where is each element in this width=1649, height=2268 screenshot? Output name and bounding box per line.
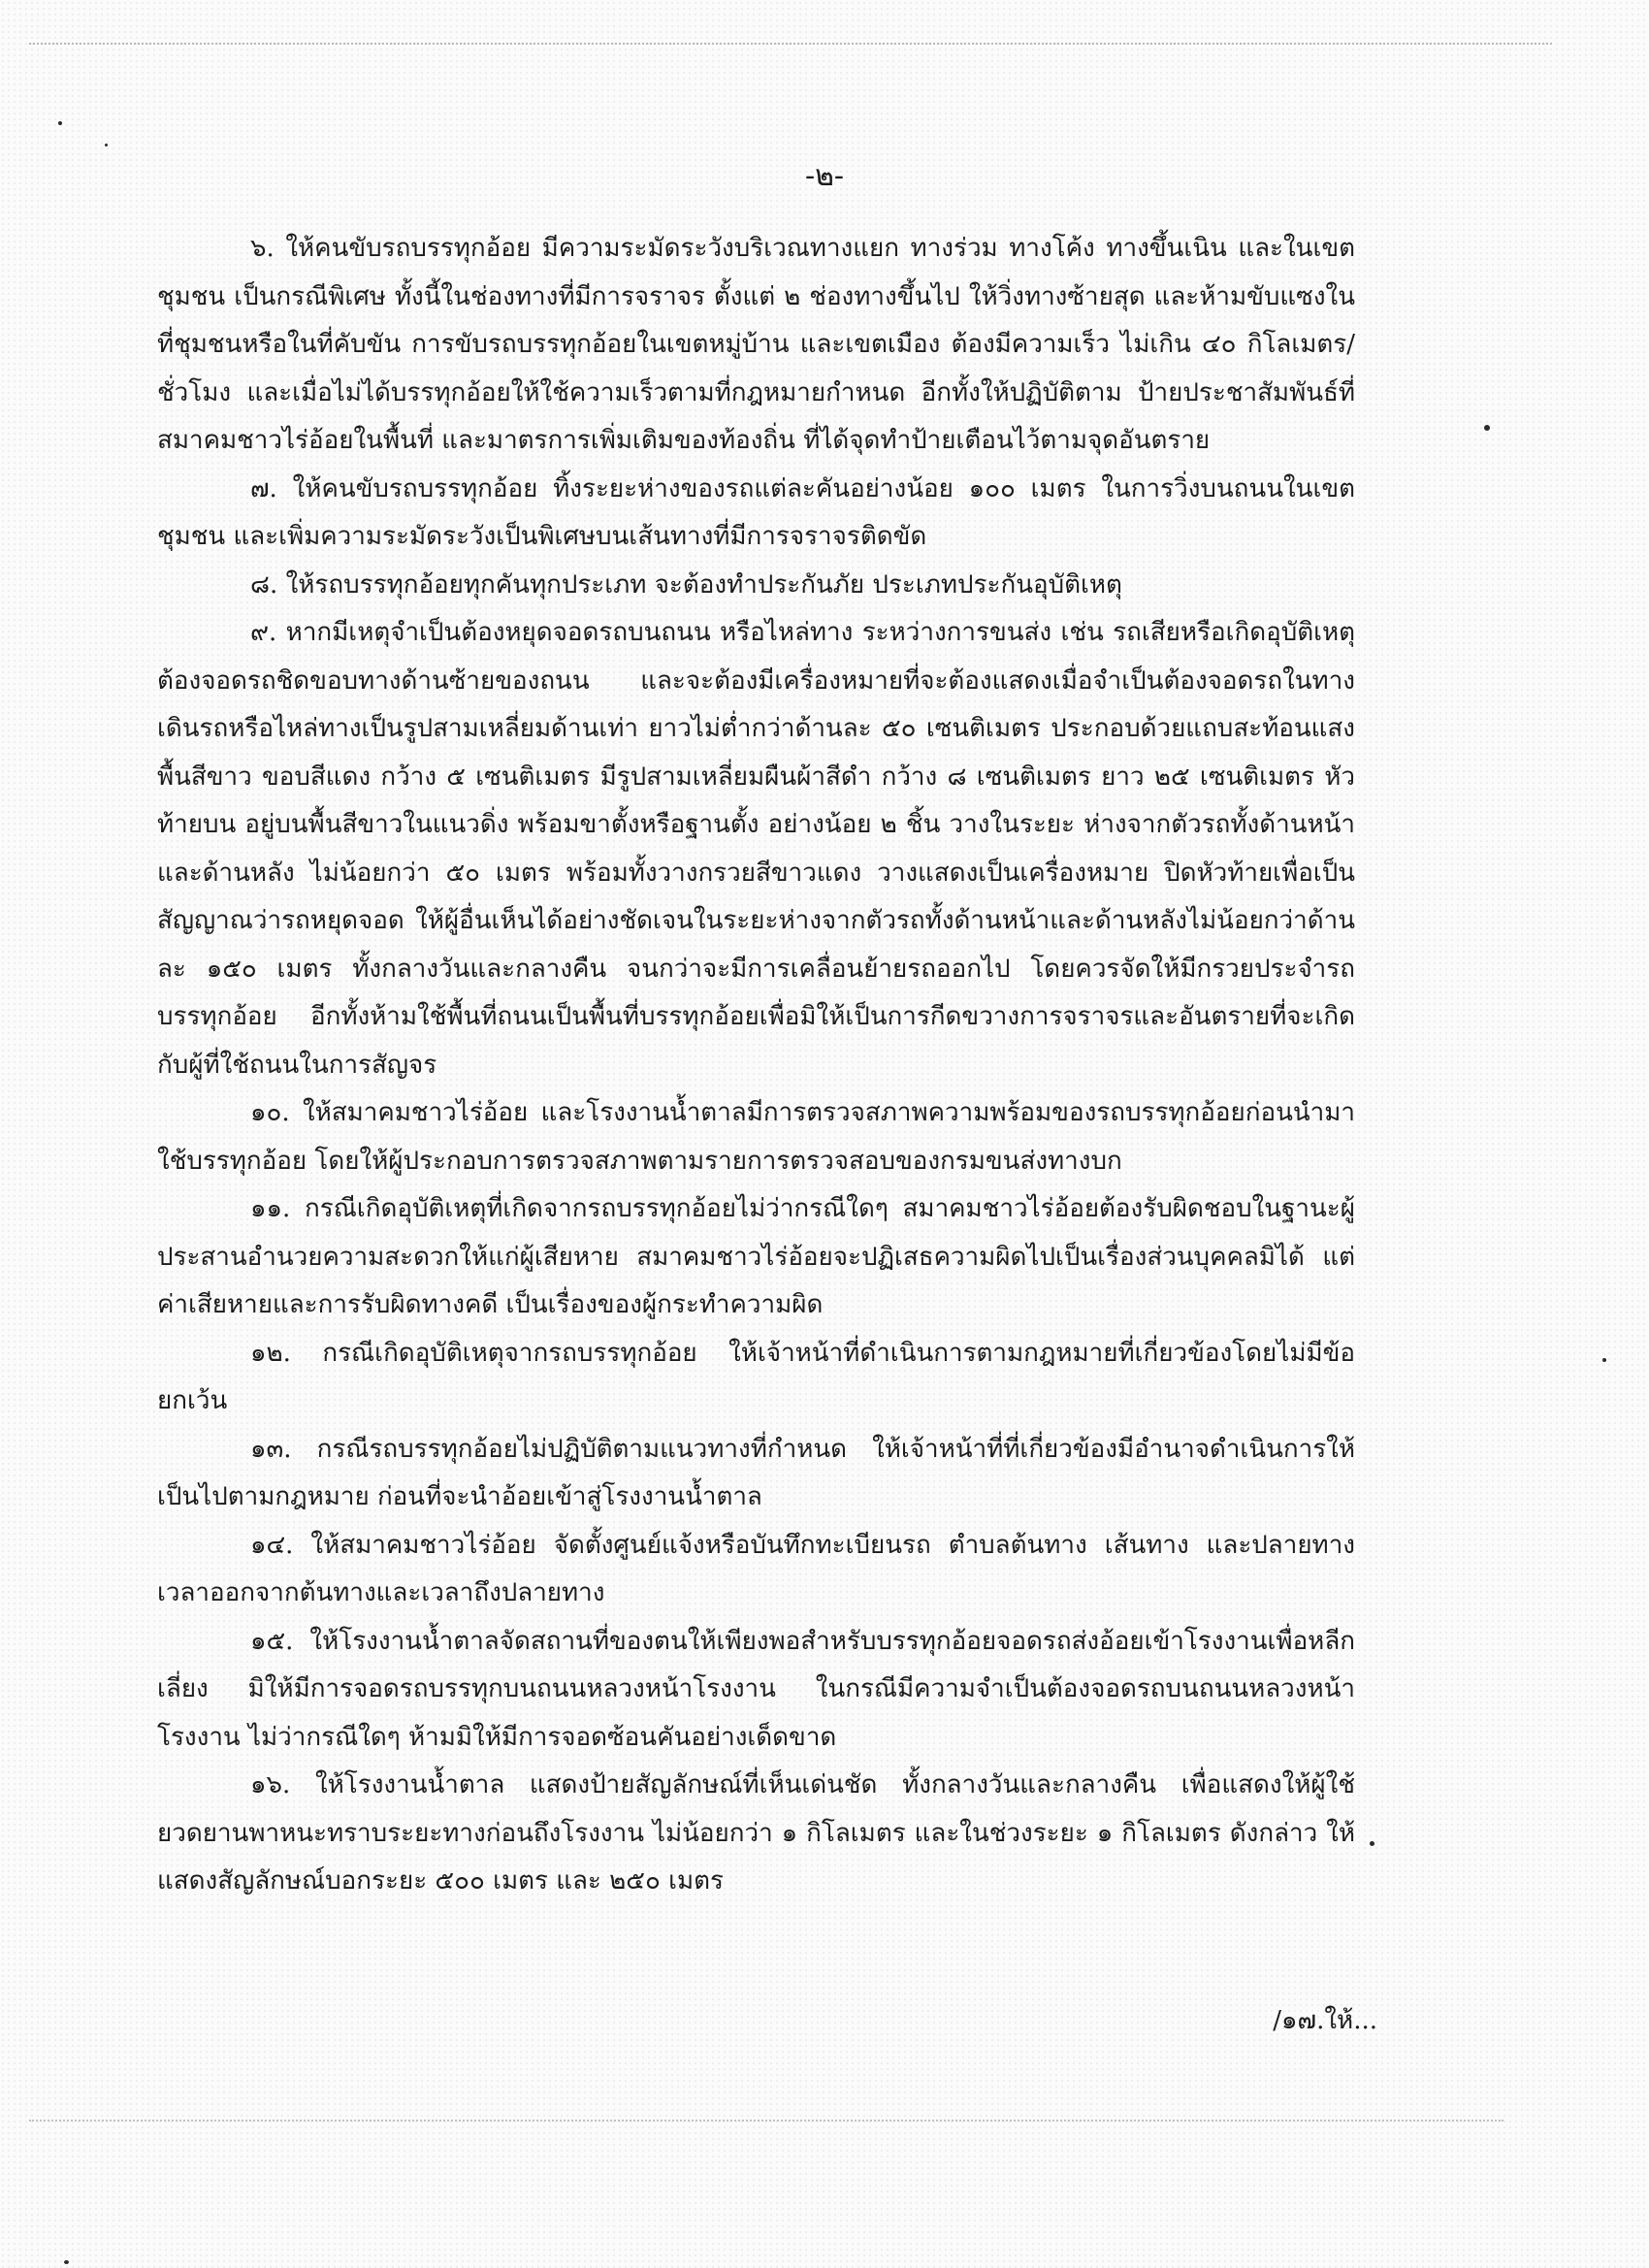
clause-10: ๑๐. ให้สมาคมชาวไร่อ้อย และโรงงานน้ำตาลมีการตรวจสภาพความพร้อมของรถบรรทุกอ้อยก่อนนำมาใช้บรรทุกอ้อย โดยให้ผู้ประกอบการตรวจสภาพตามรายการตรวจสอบของกรมขนส่งทางบก — [157, 1098, 1355, 1176]
scan-speck — [1602, 1358, 1606, 1362]
clause-12: ๑๒. กรณีเกิดอุบัติเหตุจากรถบรรทุกอ้อย ให้เจ้าหน้าที่ดำเนินการตามกฎหมายที่เกี่ยวข้องโดยไม่มีข้อยกเว้น — [157, 1338, 1355, 1415]
document-body — [157, 225, 1355, 1906]
clause-11: ๑๑. กรณีเกิดอุบัติเหตุที่เกิดจากรถบรรทุกอ้อยไม่ว่ากรณีใดๆ สมาคมชาวไร่อ้อยต้องรับผิดชอบในฐานะผู้ประสานอำนวยความสะดวกให้แก่ผู้เสียหาย สมาคมชาวไร่อ้อยจะปฏิเสธความผิดไปเป็นเรื่องส่วนบุคคลมิได้ แต่ค่าเสียหายและการรับผิดทางคดี เป็นเรื่องของผู้กระทำความผิด — [157, 1194, 1355, 1319]
scan-edge-top — [29, 43, 1552, 45]
clause-14: ๑๔. ให้สมาคมชาวไร่อ้อย จัดตั้งศูนย์แจ้งหรือบันทึกทะเบียนรถ ตำบลต้นทาง เส้นทาง และปลายทางเวลาออกจากต้นทางและเวลาถึงปลายทาง — [157, 1530, 1355, 1607]
scan-edge-bottom — [29, 2120, 1504, 2122]
clause-6: ๖. ให้คนขับรถบรรทุกอ้อย มีความระมัดระวังบริเวณทางแยก ทางร่วม ทางโค้ง ทางขึ้นเนิน และในเขตชุมชน เป็นกรณีพิเศษ ทั้งนี้ในช่องทางที่มีการจราจร ตั้งแต่ ๒ ช่องทางขึ้นไป ให้วิ่งทางซ้ายสุด และห้ามขับแซงในที่ชุมชนหรือในที่คับขัน การขับรถบรรทุกอ้อยในเขตหมู่บ้าน และเขตเมือง ต้องมีความเร็ว ไม่เกิน ๔๐ กิโลเมตร/ชั่วโมง และเมื่อไม่ได้บรรทุกอ้อยให้ใช้ความเร็วตามที่กฎหมายกำหนด อีกทั้งให้ปฏิบัติตาม ป้ายประชาสัมพันธ์ที่สมาคมชาวไร่อ้อยในพื้นที่ และมาตรการเพิ่มเติมของท้องถิ่น ที่ได้จุดทำป้ายเตือนไว้ตามจุดอันตราย — [157, 234, 1355, 455]
clause-16: ๑๖. ให้โรงงานน้ำตาล แสดงป้ายสัญลักษณ์ที่เห็นเด่นชัด ทั้งกลางวันและกลางคืน เพื่อแสดงให้ผู้ใช้ยวดยานพาหนะทราบระยะทางก่อนถึงโรงงาน ไม่น้อยกว่า ๑ กิโลเมตร และในช่วงระยะ ๑ กิโลเมตร ดังกล่าว ให้แสดงสัญลักษณ์บอกระยะ ๕๐๐ เมตร และ ๒๕๐ เมตร — [157, 1770, 1355, 1895]
scan-speck — [1484, 425, 1490, 431]
clause-9: ๙. หากมีเหตุจำเป็นต้องหยุดจอดรถบนถนน หรือไหล่ทาง ระหว่างการขนส่ง เช่น รถเสียหรือเกิดอุบัติเหตุต้องจอดรถชิดขอบทางด้านซ้ายของถนน และจะต้องมีเครื่องหมายที่จะต้องแสดงเมื่อจำเป็นต้องจอดรถในทางเดินรถหรือไหล่ทางเป็นรูปสามเหลี่ยมด้านเท่า ยาวไม่ต่ำกว่าด้านละ ๕๐ เซนติเมตร ประกอบด้วยแถบสะท้อนแสง พื้นสีขาว ขอบสีแดง กว้าง ๕ เซนติเมตร มีรูปสามเหลี่ยมผืนผ้าสีดำ กว้าง ๘ เซนติเมตร ยาว ๒๕ เซนติเมตร หัวท้ายบน อยู่บนพื้นสีขาวในแนวดิ่ง พร้อมขาตั้งหรือฐานตั้ง อย่างน้อย ๒ ชิ้น วางในระยะ ห่างจากตัวรถทั้งด้านหน้าและด้านหลัง ไม่น้อยกว่า ๕๐ เมตร พร้อมทั้งวางกรวยสีขาวแดง วางแสดงเป็นเครื่องหมาย ปิดหัวท้ายเพื่อเป็นสัญญาณว่ารถหยุดจอด ให้ผู้อื่นเห็นได้อย่างชัดเจนในระยะห่างจากตัวรถทั้งด้านหน้าและด้านหลังไม่น้อยกว่าด้านละ ๑๕๐ เมตร ทั้งกลางวันและกลางคืน จนกว่าจะมีการเคลื่อนย้ายรถออกไป โดยควรจัดให้มีกรวยประจำรถบรรทุกอ้อย อีกทั้งห้ามใช้พื้นที่ถนนเป็นพื้นที่บรรทุกอ้อยเพื่อมิให้เป็นการกีดขวางการจราจรและอันตรายที่จะเกิดกับผู้ที่ใช้ถนนในการสัญจร — [157, 618, 1355, 1080]
clause-13: ๑๓. กรณีรถบรรทุกอ้อยไม่ปฏิบัติตามแนวทางที่กำหนด ให้เจ้าหน้าที่ที่เกี่ยวข้องมีอำนาจดำเนินการให้เป็นไปตามกฎหมาย ก่อนที่จะนำอ้อยเข้าสู่โรงงานน้ำตาล — [157, 1434, 1355, 1511]
clause-15: ๑๕. ให้โรงงานน้ำตาลจัดสถานที่ของตนให้เพียงพอสำหรับบรรทุกอ้อยจอดรถส่งอ้อยเข้าโรงงานเพื่อหลีกเลี่ยง มิให้มีการจอดรถบรรทุกบนถนนหลวงหน้าโรงงาน ในกรณีมีความจำเป็นต้องจอดรถบนถนนหลวงหน้าโรงงาน ไม่ว่ากรณีใดๆ ห้ามมิให้มีการจอดซ้อนคันอย่างเด็ดขาด — [157, 1626, 1355, 1752]
scan-speck — [105, 144, 108, 146]
scan-speck — [58, 121, 62, 125]
scan-speck — [1370, 1841, 1374, 1846]
clause-7: ๗. ให้คนขับรถบรรทุกอ้อย ทิ้งระยะห่างของรถแต่ละคันอย่างน้อย ๑๐๐ เมตร ในการวิ่งบนถนนในเขตชุมชน และเพิ่มความระมัดระวังเป็นพิเศษบนเส้นทางที่มีการจราจรติดขัด — [157, 473, 1355, 551]
clause-8: ๘. ให้รถบรรทุกอ้อยทุกคันทุกประเภท จะต้องทำประกันภัย ประเภทประกันอุบัติเหตุ — [250, 569, 1122, 599]
page-number: -๒- — [804, 159, 845, 193]
scan-speck — [64, 2260, 69, 2264]
continuation-marker: /๑๗.ให้... — [1273, 2006, 1377, 2035]
